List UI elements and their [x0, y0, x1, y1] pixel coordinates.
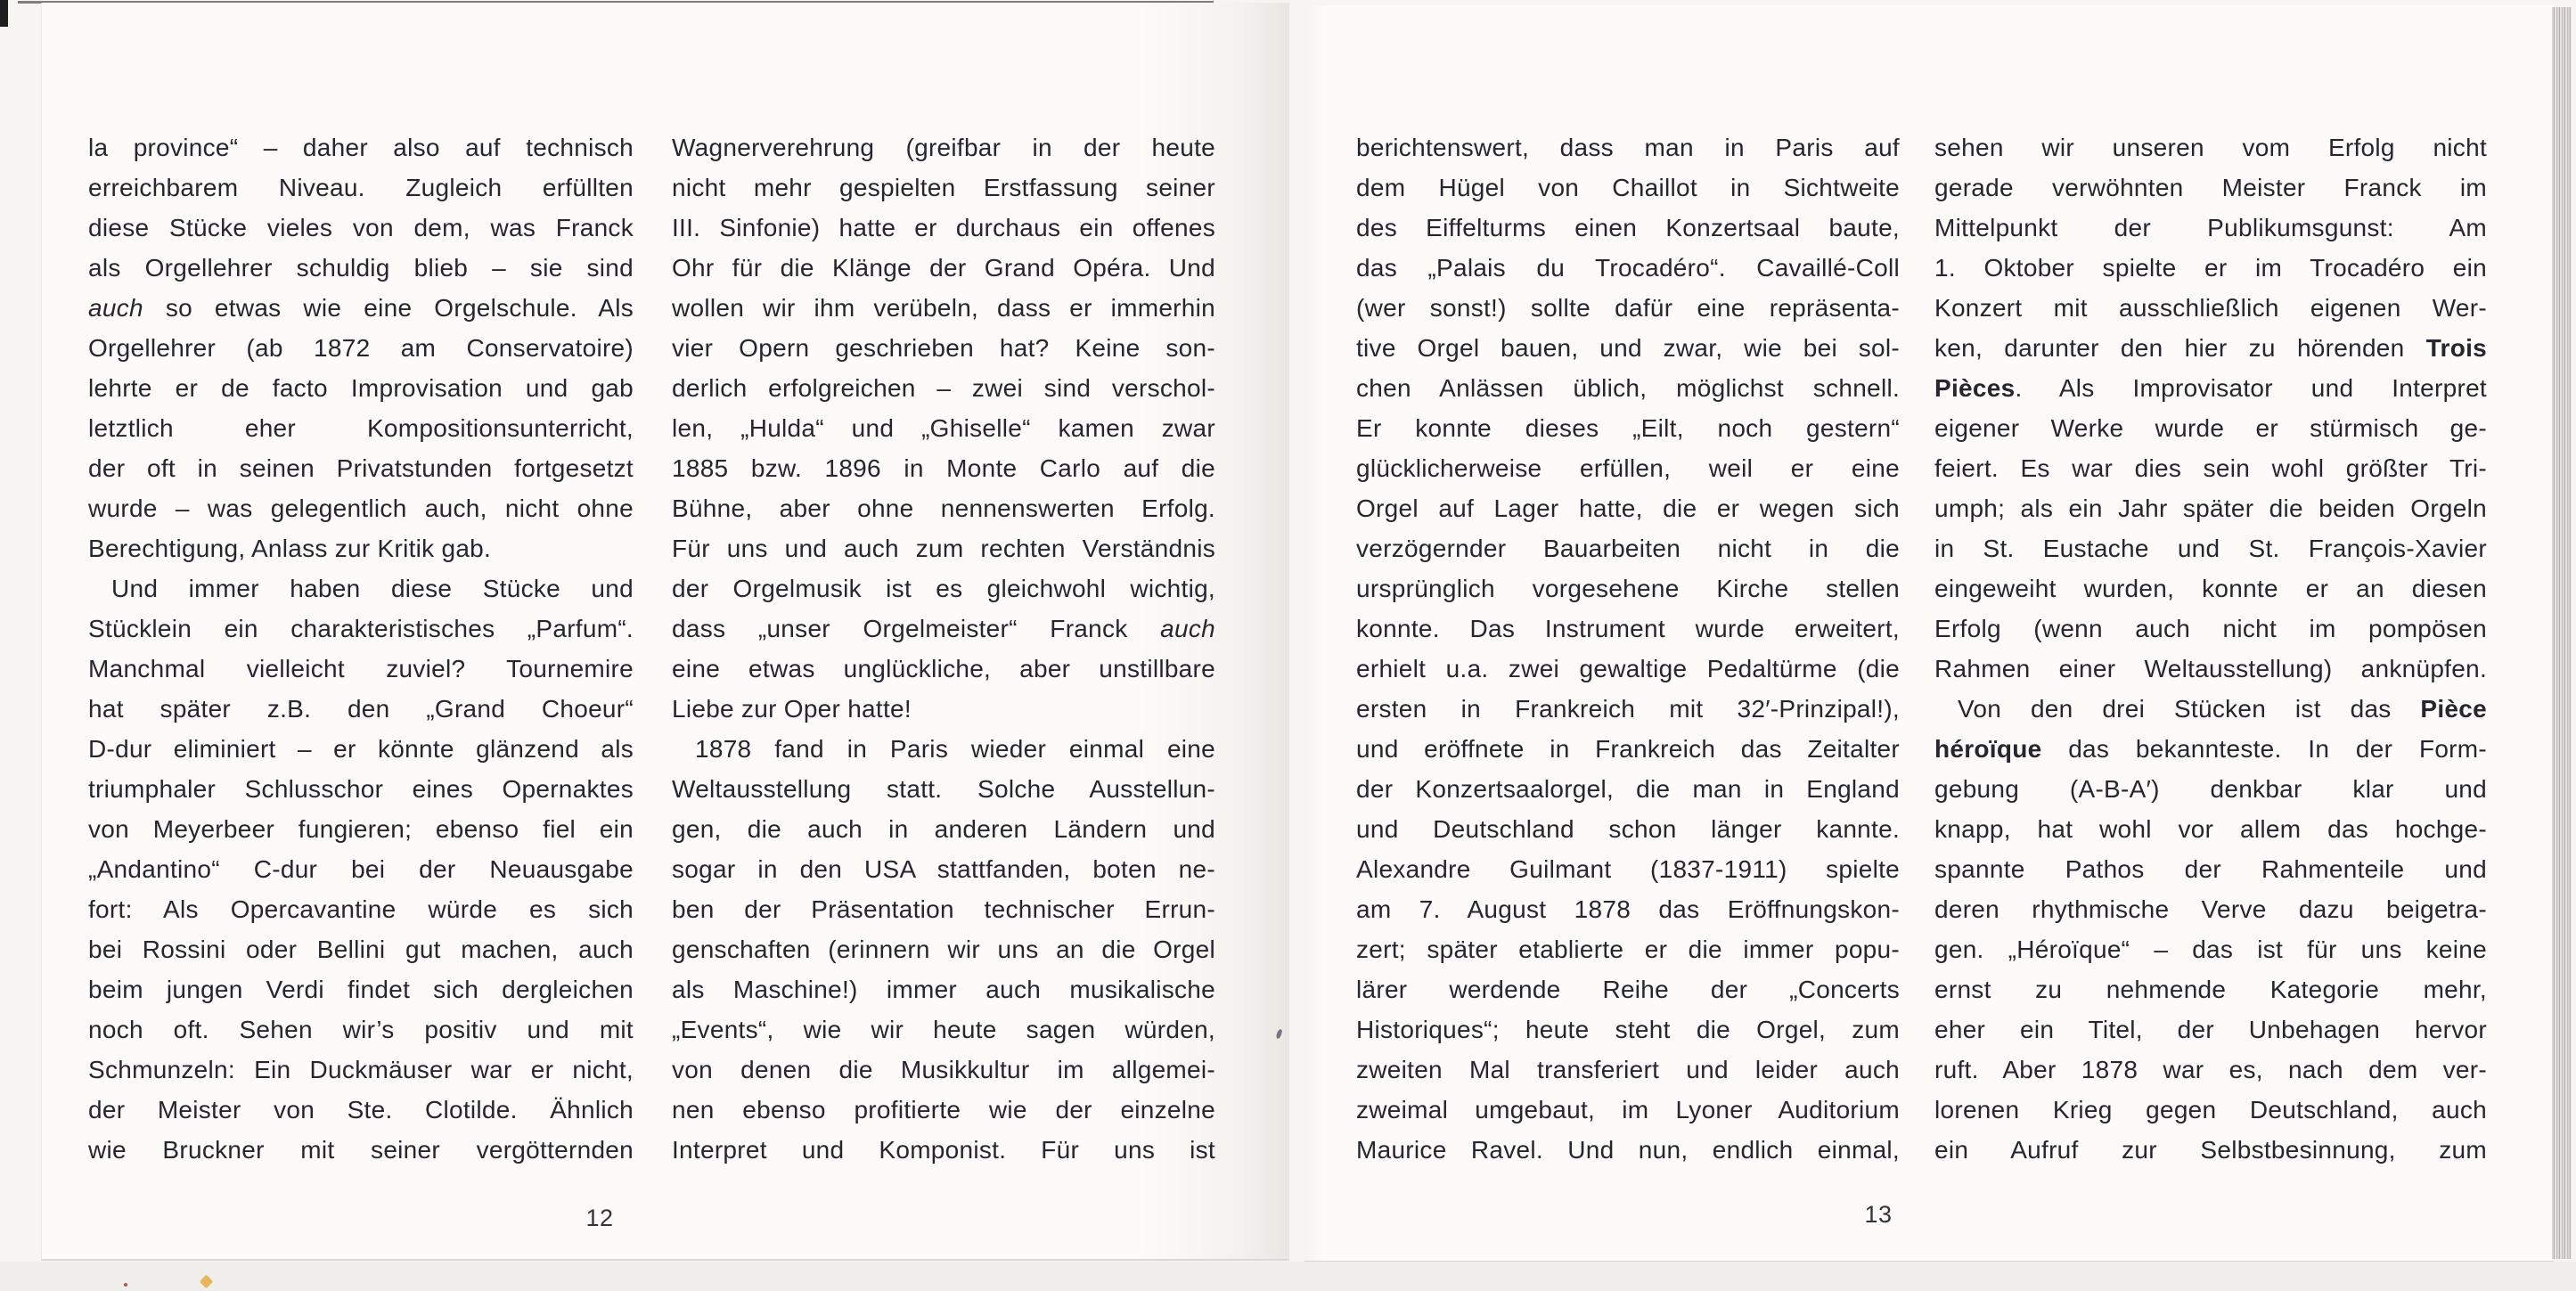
- text-line: verzögernder Bauarbeiten nicht in die: [1356, 535, 1900, 562]
- text-line: zert; später etablierte er die immer popu-: [1356, 936, 1900, 963]
- text-line: auch so etwas wie eine Orgelschule. Als: [88, 294, 634, 322]
- text-line: spannte Pathos der Rahmenteile und: [1934, 855, 2487, 883]
- text-line: berichtenswert, dass man in Paris auf: [1356, 134, 1900, 161]
- text-line: von denen die Musikkultur im allgemei-: [672, 1056, 1215, 1083]
- page-13: [1304, 5, 2554, 1262]
- text-line: Berechtigung, Anlass zur Kritik gab.: [88, 535, 492, 562]
- text-line: wie Bruckner mit seiner vergötternden: [88, 1136, 634, 1164]
- text-line: Manchmal vielleicht zuviel? Tournemire: [88, 655, 634, 682]
- text-line: héroïque das bekannteste. In der Form-: [1934, 735, 2487, 763]
- text-line: D-dur eliminiert – er könnte glänzend als: [88, 735, 634, 763]
- text-line: ein Aufruf zur Selbstbesinnung, zum: [1934, 1136, 2487, 1164]
- text-line: diese Stücke vieles von dem, was Franck: [88, 214, 634, 241]
- text-line: gen. „Héroïque“ – das ist für uns keine: [1934, 936, 2487, 963]
- text-line: 1878 fand in Paris wieder einmal eine: [695, 735, 1215, 763]
- text-line: derlich erfolgreichen – zwei sind verschol-: [672, 374, 1215, 402]
- text-line: deren rhythmische Verve dazu beigetra-: [1934, 895, 2487, 923]
- text-line: triumphaler Schlusschor eines Opernaktes: [88, 775, 634, 803]
- scan-speck-red: [124, 1283, 127, 1287]
- text-line: als Maschine!) immer auch musikalische: [672, 976, 1215, 1003]
- text-line: von Meyerbeer fungieren; ebenso fiel ein: [88, 815, 634, 843]
- text-line: Er konnte dieses „Eilt, noch gestern“: [1356, 414, 1900, 442]
- scan-corner-mark: [0, 0, 8, 27]
- text-line: Historiques“; heute steht die Orgel, zum: [1356, 1016, 1900, 1043]
- text-line: Von den drei Stücken ist das Pièce: [1958, 695, 2487, 723]
- text-line: der Konzertsaalorgel, die man in England: [1356, 775, 1900, 803]
- text-line: zweiten Mal transferiert und leider auch: [1356, 1056, 1900, 1083]
- text-line: Orgel auf Lager hatte, die er wegen sich: [1356, 494, 1900, 522]
- text-line: des Eiffelturms einen Konzertsaal baute,: [1356, 214, 1900, 241]
- text-line: der oft in seinen Privatstunden fortgesetzt: [88, 454, 634, 482]
- text-line: dem Hügel von Chaillot in Sichtweite: [1356, 174, 1900, 201]
- text-line: ben der Präsentation technischer Errun-: [672, 895, 1215, 923]
- text-line: vier Opern geschrieben hat? Keine son-: [672, 334, 1215, 362]
- text-line: der Orgelmusik ist es gleichwohl wichtig,: [672, 575, 1215, 602]
- text-line: feiert. Es war dies sein wohl größter Tri-: [1934, 454, 2487, 482]
- text-line: tive Orgel bauen, und zwar, wie bei sol-: [1356, 334, 1900, 362]
- text-line: wollen wir ihm verübeln, dass er immerhin: [672, 294, 1215, 322]
- text-line: lärer werdende Reihe der „Concerts: [1356, 976, 1900, 1003]
- text-line: Mittelpunkt der Publikumsgunst: Am: [1934, 214, 2487, 241]
- text-line: Orgellehrer (ab 1872 am Conservatoire): [88, 334, 634, 362]
- text-line: Pièces. Als Improvisator und Interpret: [1934, 374, 2487, 402]
- text-line: len, „Hulda“ und „Ghiselle“ kamen zwar: [672, 414, 1215, 442]
- text-line: ersten in Frankreich mit 32′-Prinzipal!),: [1356, 695, 1900, 723]
- text-line: letztlich eher Kompositionsunterricht,: [88, 414, 634, 442]
- text-line: gerade verwöhnten Meister Franck im: [1934, 174, 2487, 201]
- text-line: und eröffnete in Frankreich das Zeitalter: [1356, 735, 1900, 763]
- text-line: III. Sinfonie) hatte er durchaus ein offenes: [672, 214, 1215, 241]
- text-line: ursprünglich vorgesehene Kirche stellen: [1356, 575, 1900, 602]
- text-line: chen Anlässen üblich, möglichst schnell.: [1356, 374, 1900, 402]
- text-line: zweimal umgebaut, im Lyoner Auditorium: [1356, 1096, 1900, 1123]
- text-line: ernst zu nehmende Kategorie mehr,: [1934, 976, 2487, 1003]
- text-line: Bühne, aber ohne nennenswerten Erfolg.: [672, 494, 1215, 522]
- text-line: eine etwas unglückliche, aber unstillbare: [672, 655, 1215, 682]
- text-line: beim jungen Verdi findet sich dergleichen: [88, 976, 634, 1003]
- text-line: erreichbarem Niveau. Zugleich erfüllten: [88, 174, 634, 201]
- text-line: sehen wir unseren vom Erfolg nicht: [1934, 134, 2487, 161]
- text-line: eingeweiht wurden, konnte er an diesen: [1934, 575, 2487, 602]
- text-line: nen ebenso profitierte wie der einzelne: [672, 1096, 1215, 1123]
- text-line: das „Palais du Trocadéro“. Cavaillé-Coll: [1356, 254, 1900, 282]
- text-line: gen, die auch in anderen Ländern und: [672, 815, 1215, 843]
- text-line: erhielt u.a. zwei gewaltige Pedaltürme (die: [1356, 655, 1900, 682]
- text-line: Schmunzeln: Ein Duckmäuser war er nicht,: [88, 1056, 634, 1083]
- text-line: der Meister von Ste. Clotilde. Ähnlich: [88, 1096, 634, 1123]
- text-line: nicht mehr gespielten Erstfassung seiner: [672, 174, 1215, 201]
- text-line: Rahmen einer Weltausstellung) anknüpfen.: [1934, 655, 2487, 682]
- text-line: knapp, hat wohl vor allem das hochge-: [1934, 815, 2487, 843]
- text-line: Interpret und Komponist. Für uns ist: [672, 1136, 1215, 1164]
- page-number: 12: [585, 1205, 614, 1231]
- text-line: „Andantino“ C-dur bei der Neuausgabe: [88, 855, 634, 883]
- text-line: Weltausstellung statt. Solche Ausstellun-: [672, 775, 1215, 803]
- text-line: Ohr für die Klänge der Grand Opéra. Und: [672, 254, 1215, 282]
- text-line: in St. Eustache und St. François-Xavier: [1934, 535, 2487, 562]
- text-line: Liebe zur Oper hatte!: [672, 695, 912, 723]
- text-line: 1885 bzw. 1896 in Monte Carlo auf die: [672, 454, 1215, 482]
- page-number: 13: [1864, 1201, 1893, 1228]
- page-12-column-2: [672, 127, 1215, 1170]
- text-line: dass „unser Orgelmeister“ Franck auch: [672, 615, 1215, 642]
- text-line: ruft. Aber 1878 war es, nach dem ver-: [1934, 1056, 2487, 1083]
- text-line: glücklicherweise erfüllen, weil er eine: [1356, 454, 1900, 482]
- text-line: fort: Als Opercavantine würde es sich: [88, 895, 634, 923]
- text-line: konnte. Das Instrument wurde erweitert,: [1356, 615, 1900, 642]
- page-12-column-1: [88, 127, 634, 1170]
- page-13-column-1: [1356, 127, 1900, 1170]
- text-line: eher ein Titel, der Unbehagen hervor: [1934, 1016, 2487, 1043]
- text-line: „Events“, wie wir heute sagen würden,: [672, 1016, 1215, 1043]
- text-line: als Orgellehrer schuldig blieb – sie sind: [88, 254, 634, 282]
- text-line: bei Rossini oder Bellini gut machen, auch: [88, 936, 634, 963]
- text-line: wurde – was gelegentlich auch, nicht ohne: [88, 494, 634, 522]
- text-line: Konzert mit ausschließlich eigenen Wer-: [1934, 294, 2487, 322]
- text-line: 1. Oktober spielte er im Trocadéro ein: [1934, 254, 2487, 282]
- text-line: sogar in den USA stattfanden, boten ne-: [672, 855, 1215, 883]
- text-line: Wagnerverehrung (greifbar in der heute: [672, 134, 1215, 161]
- text-line: Maurice Ravel. Und nun, endlich einmal,: [1356, 1136, 1900, 1164]
- text-line: noch oft. Sehen wir’s positiv und mit: [88, 1016, 634, 1043]
- text-line: eigener Werke wurde er stürmisch ge-: [1934, 414, 2487, 442]
- text-line: gebung (A-B-A′) denkbar klar und: [1934, 775, 2487, 803]
- text-line: Stücklein ein charakteristisches „Parfum“.: [88, 615, 634, 642]
- text-line: genschaften (erinnern wir uns an die Orgel: [672, 936, 1215, 963]
- page-13-column-2: [1934, 127, 2487, 1170]
- text-line: la province“ – daher also auf technisch: [88, 134, 634, 161]
- text-line: Für uns und auch zum rechten Verständnis: [672, 535, 1215, 562]
- text-line: Erfolg (wenn auch nicht im pompösen: [1934, 615, 2487, 642]
- text-line: hat später z.B. den „Grand Choeur“: [88, 695, 634, 723]
- text-line: (wer sonst!) sollte dafür eine repräsenta-: [1356, 294, 1900, 322]
- text-line: lorenen Krieg gegen Deutschland, auch: [1934, 1096, 2487, 1123]
- text-line: und Deutschland schon länger kannte.: [1356, 815, 1900, 843]
- text-line: Und immer haben diese Stücke und: [111, 575, 634, 602]
- text-line: lehrte er de facto Improvisation und gab: [88, 374, 634, 402]
- text-line: am 7. August 1878 das Eröffnungskon-: [1356, 895, 1900, 923]
- text-line: Alexandre Guilmant (1837-1911) spielte: [1356, 855, 1900, 883]
- text-line: umph; als ein Jahr später die beiden Orgeln: [1934, 494, 2487, 522]
- text-line: ken, darunter den hier zu hörenden Trois: [1934, 334, 2487, 362]
- booklet-page-stack-edge: [2552, 7, 2572, 1259]
- scan-background-strip: [0, 1262, 2576, 1291]
- page-12: [41, 3, 1289, 1261]
